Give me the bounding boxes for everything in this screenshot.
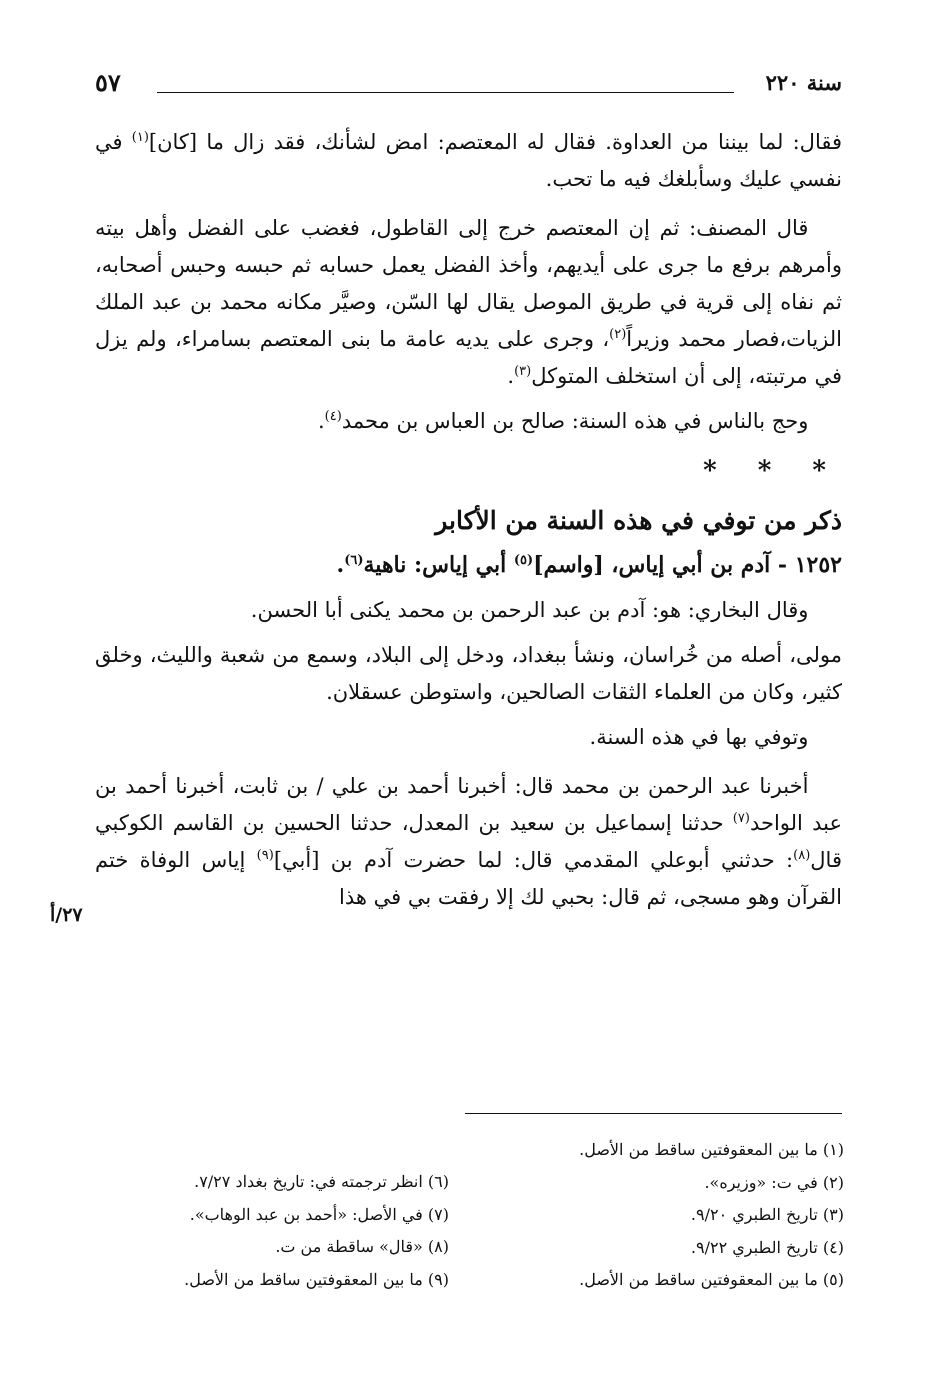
paragraph: قال المصنف: ثم إن المعتصم خرج إلى القاطول، فغضب على الفضل وأهل بيته وأمرهم برفع ما جرى على أيديهم، وأخذ الفضل يعمل حسابه ثم حبسه وحبس أصحابه، ثم نفاه إلى قرية في طريق الموصل يقال لها السّن، وصيَّر مكانه محمد بن عبد الملك الزيات،فصار محمد وزيراً$^{(٢)}$، وجرى على يديه عامة ما بنى المعتصم بسامراء، ولم يزل في مرتبته، إلى أن استخلف المتوكل$^{(٣)}$. [95, 216, 842, 388]
footnote: (١) ما بين المعقوفتين ساقط من الأصل. [579, 1140, 844, 1159]
footnote-ref: (٥) [513, 553, 534, 569]
entry-heading: ١٢٥٢ - آدم بن أبي إياس، [واسم]$^{(٥)}$ أبي إياس: ناهية$^{(٦)}$. [336, 552, 842, 578]
section-separator: * * * [703, 456, 842, 486]
running-header [95, 64, 842, 104]
paragraph: وتوفي بها في هذه السنة. [589, 725, 809, 749]
section-title: ذكر من توفي في هذه السنة من الأكابر [435, 506, 842, 535]
footnote-ref: (٢) [609, 327, 627, 343]
footnote: (٤) تاريخ الطبري ٩/٢٢. [690, 1237, 844, 1257]
footnote-rule [465, 1113, 842, 1114]
paragraph: وحج بالناس في هذه السنة: صالح بن العباس بن محمد$^{(٤)}$. [317, 409, 809, 433]
footnote-ref: (٨) [793, 848, 811, 864]
footnote: (٥) ما بين المعقوفتين ساقط من الأصل. [579, 1270, 844, 1289]
footnote-ref: (٣) [514, 364, 532, 380]
paragraph: مولى، أصله من خُراسان، ونشأ ببغداد، ودخل إلى البلاد، وسمع من شعبة والليث، وخلق كثير، وكان من العلماء الثقات الصالحين، واستوطن عسقلان. [95, 643, 842, 704]
manuscript-folio-marker: ٢٧/أ [50, 904, 83, 926]
footnote-ref: (٩) [256, 848, 274, 864]
footnote-ref: (٦) [344, 553, 364, 569]
footnotes-left-column [119, 1166, 449, 1296]
header-title: سنة ٢٢٠ [765, 70, 842, 95]
footnote-ref: (٤) [324, 409, 342, 425]
paragraph: فقال: لما بيننا من العداوة. فقال له المعتصم: امض لشأنك، فقد زال ما [كان]$^{(١)}$ في نفسي عليك وسأبلغك فيه ما تحب. [95, 130, 843, 191]
footnote: (٧) في الأصل: «أحمد بن عبد الوهاب». [189, 1204, 449, 1224]
paragraph: أخبرنا عبد الرحمن بن محمد قال: أخبرنا أحمد بن علي / بن ثابت، أخبرنا أحمد بن عبد الواحد$^{(٧)}$ حدثنا إسماعيل بن سعيد بن المعدل، حدثنا الحسين بن القاسم الكوكبي قال$^{(٨)}$: حدثني أبوعلي المقدمي قال: لما حضرت آدم بن [أبي]$^{(٩)}$ إياس الوفاة ختم القرآن وهو مسجى، ثم قال: بحبي لك إلا رفقت بي في هذا [95, 774, 842, 909]
footnote: (٢) في ت: «وزيره». [704, 1172, 844, 1192]
footnote-ref: (٧) [732, 811, 750, 827]
footnote: (٩) ما بين المعقوفتين ساقط من الأصل. [184, 1269, 449, 1289]
page-number: ٥٧ [95, 68, 121, 97]
main-text [95, 124, 842, 916]
header-rule [157, 92, 734, 93]
footnote: (٣) تاريخ الطبري ٩/٢٠. [690, 1205, 844, 1224]
footnote: (٨) «قال» ساقطة من ت. [275, 1237, 449, 1256]
footnote-ref: (١) [131, 130, 149, 146]
paragraph: وقال البخاري: هو: آدم بن عبد الرحمن بن محمد يكنى أبا الحسن. [250, 598, 809, 622]
footnote: (٦) انظر ترجمته في: تاريخ بغداد ٧/٢٧. [194, 1172, 449, 1191]
footnotes-right-column [484, 1134, 844, 1297]
